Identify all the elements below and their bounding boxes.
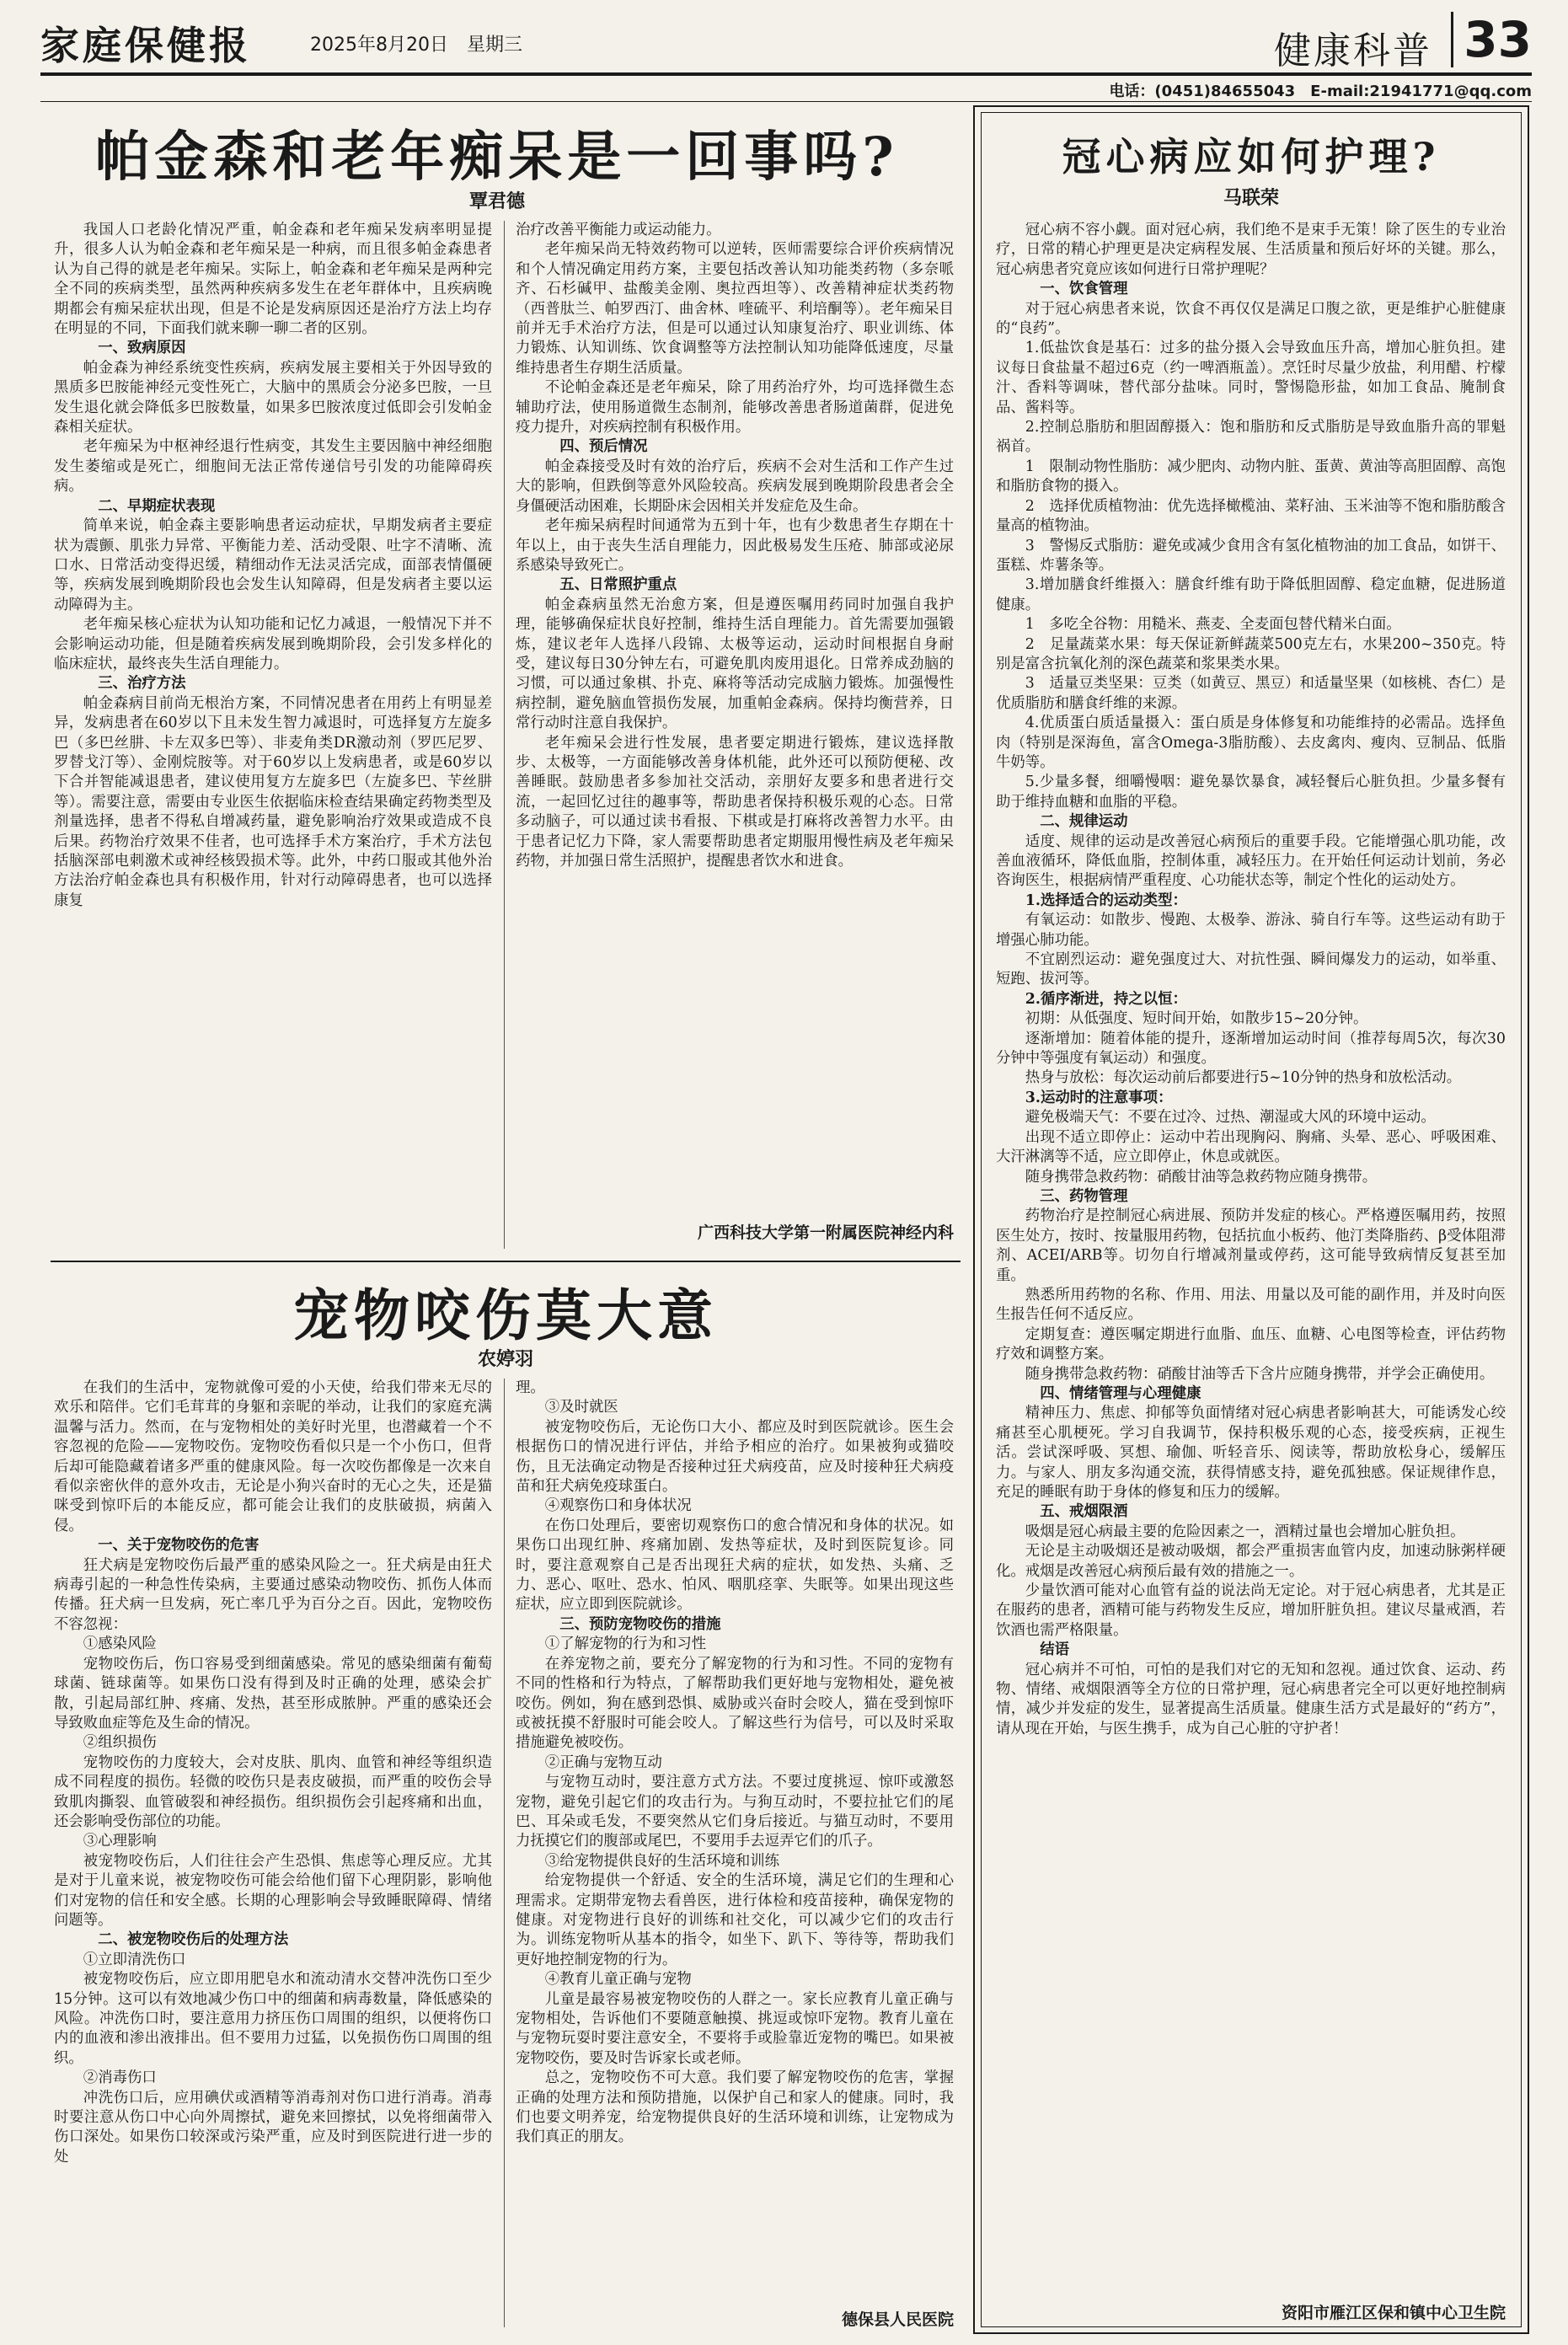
paragraph: 3 适量豆类坚果：豆类（如黄豆、黑豆）和适量坚果（如核桃、杏仁）是优质脂肪和膳食纤维的来源。 [996,675,1506,712]
section-heading: 五、戒烟限酒 [1040,1503,1128,1521]
paragraph: 1 限制动物性脂肪：减少肥肉、动物内脏、蛋黄、黄油等高胆固醇、高饱和脂肪食物的摄入。 [996,458,1506,495]
section-heading: 一、饮食管理 [1040,281,1128,298]
paragraph: ①感染风险 [83,1636,157,1653]
article2-column-2 [516,1379,954,2289]
paragraph: 2 足量蔬菜水果：每天保证新鲜蔬菜500克左右，水果200~350克。特别是富含抗氧化剂的深色蔬菜和浆果类水果。 [996,635,1506,672]
article1-org: 广西科技大学第一附属医院神经内科 [697,1223,954,1242]
paragraph: ④教育儿童正确与宠物 [544,1971,692,1989]
paragraph: 1.低盐饮食是基石：过多的盐分摄入会导致血压升高，增加心脏负担。建议每日食盐量不超过6克（约一啤酒瓶盖）。烹饪时尽量少放盐，利用醋、柠檬汁、香料等调味，替代部分盐味。同时，警惕隐形盐，如加工食品、腌制食品、酱料等。 [996,340,1506,416]
paragraph: 宠物咬伤后，伤口容易受到细菌感染。常见的感染细菌有葡萄球菌、链球菌等。如果伤口没有得到及时正确的处理，感染会扩散，引起局部红肿、疼痛、发热，甚至形成脓肿。严重的感染还会导致败血症等危及生命的情况。 [54,1655,492,1732]
paragraph: ①立即清洗伤口 [83,1951,186,1968]
paragraph: 老年痴呆会进行性发展，患者要定期进行锻炼，建议选择散步、太极等，一方面能够改善身体机能，此外还可以预防便秘、改善睡眠。鼓励患者多参加社交活动，亲朋好友要多和患者进行交流，一起回忆过往的趣事等，帮助患者保持积极乐观的心态。日常多动脑子，可以通过读书看报、下棋或是打麻将改善智力水平。由于患者记忆力下降，家人需要帮助患者定期服用慢性病及老年痴呆药物，并加强日常生活照护，提醒患者饮水和进食。 [516,734,954,870]
paragraph: 狂犬病是宠物咬伤后最严重的感染风险之一。狂犬病是由狂犬病毒引起的一种急性传染病，主要通过感染动物咬伤、抓伤人体而传播。狂犬病一旦发病，死亡率几乎为百分之百。因此，宠物咬伤不容忽视： [54,1556,492,1633]
paragraph: 5.少量多餐，细嚼慢咽：避免暴饮暴食，减轻餐后心脏负担。少量多餐有助于维持血糖和血脂的平稳。 [996,774,1506,811]
paragraph: 冲洗伤口后，应用碘伏或酒精等消毒剂对伤口进行消毒。消毒时要注意从伤口中心向外周擦拭，避免来回擦拭，以免将细菌带入伤口深处。如果伤口较深或污染严重，应及时到医院进行进一步的处 [54,2089,492,2166]
paragraph: 与宠物互动时，要注意方式方法。不要过度挑逗、惊吓或激怒宠物，避免引起它们的攻击行为。与狗互动时，不要拉扯它们的尾巴、耳朵或毛发，不要突然从它们身后接近。与猫互动时，不要用力抚摸它们的腹部或尾巴，不要用手去逗弄它们的爪子。 [516,1774,954,1850]
paragraph: 给宠物提供一个舒适、安全的生活环境，满足它们的生理和心理需求。定期带宠物去看兽医，进行体检和疫苗接种，确保宠物的健康。对宠物进行良好的训练和社交化，可以减少它们的攻击行为。训练宠物听从基本的指令，如坐下、趴下、等待等，帮助我们更好地控制宠物的行为。 [516,1872,954,1968]
paragraph: 热身与放松：每次运动前后都要进行5~10分钟的热身和放松活动。 [1025,1069,1462,1087]
article3-body [996,221,1506,2290]
paragraph: 少量饮酒可能对心血管有益的说法尚无定论。对于冠心病患者，尤其是正在服药的患者，酒精可能与药物发生反应，增加肝脏负担。建议尽量戒酒，若饮酒也需严格限量。 [996,1582,1506,1639]
section-heading: 二、被宠物咬伤后的处理方法 [98,1931,289,1949]
paragraph: ②消毒伤口 [83,2069,157,2087]
section-heading: 三、预防宠物咬伤的措施 [559,1615,721,1633]
paragraph: ②组织损伤 [83,1734,157,1752]
paragraph: 帕金森接受及时有效的治疗后，疾病不会对生活和工作产生过大的影响，但跌倒等意外风险较高。疾病发展到晚期阶段患者会全身僵硬活动困难，长期卧床会因相关并发症危及生命。 [516,458,954,515]
paragraph: 精神压力、焦虑、抑郁等负面情绪对冠心病患者影响甚大，可能诱发心绞痛甚至心肌梗死。学习自我调节，保持积极乐观的心态，接受疾病，正视生活。尝试深呼吸、冥想、瑜伽、听轻音乐、阅读等，帮助放松身心，缓解压力。与家人、朋友多沟通交流，获得情感支持，避免孤独感。保证规律作息，充足的睡眠有助于身体的修复和压力的缓解。 [996,1405,1506,1501]
section-heading: 二、早期症状表现 [98,497,216,515]
paragraph: 3.运动时的注意事项： [1025,1089,1173,1106]
paragraph: 在伤口处理后，要密切观察伤口的愈合情况和身体的状况。如果伤口出现红肿、疼痛加剧、发热等症状，及时到医院复诊。同时，要注意观察自己是否出现狂犬病的症状，如发热、头痛、乏力、恶心、呕吐、恐水、怕风、咽肌痉挛、失眠等。如果出现这些症状，应立即到医院就诊。 [516,1517,954,1614]
paragraph: 随身携带急救药物：硝酸甘油等舌下含片应随身携带，并学会正确使用。 [1025,1365,1495,1383]
paragraph: 帕金森病虽然无治愈方案，但是遵医嘱用药同时加强自我护理，能够确保症状良好控制，维持生活自理能力。首先需要加强锻炼，建议老年人选择八段锦、太极等运动，运动时间根据自身耐受，建议每日30分钟左右，可避免肌肉废用退化。日常养成劲脑的习惯，可以通过象棋、扑克、麻将等活动完成脑力锻炼。加强慢性病控制，避免脑血管损伤发展，加重帕金森病。保持均衡营养，日常行动时注意自我保护。 [516,596,954,732]
column-divider [504,1379,505,2327]
masthead [40,12,1532,71]
paragraph: 初期：从低强度、短时间开始，如散步15~20分钟。 [1025,1010,1368,1028]
paragraph: 定期复查：遵医嘱定期进行血脂、血压、血糖、心电图等检查，评估药物疗效和调整方案。 [996,1325,1506,1363]
section-heading: 一、关于宠物咬伤的危害 [98,1537,260,1555]
article3-author: 马联荣 [1223,188,1279,209]
paragraph: 冠心病并不可怕，可怕的是我们对它的无知和忽视。通过饮食、运动、药物、情绪、戒烟限酒等全方位的日常护理，冠心病患者完全可以更好地控制病情，减少并发症的发生，显著提高生活质量。健康生活方式是最好的“药方”，请从现在开始，与医生携手，成为自己心脏的守护者！ [996,1661,1506,1737]
paragraph: 2 选择优质植物油：优先选择橄榄油、菜籽油、玉米油等不饱和脂肪酸含量高的植物油。 [996,497,1506,535]
paragraph: 总之，宠物咬伤不可大意。我们要了解宠物咬伤的危害，掌握正确的处理方法和预防措施，以保护自己和家人的健康。同时，我们也要文明养宠，给宠物提供良好的生活环境和训练，让宠物成为我们真正的朋友。 [516,2069,954,2146]
section-heading: 四、预后情况 [559,438,648,456]
article2-org: 德保县人民医院 [841,2310,954,2329]
paragraph: 冠心病不容小觑。面对冠心病，我们绝不是束手无策！除了医生的专业治疗，日常的精心护理更是决定病程发展、生活质量和预后好坏的关键。那么，冠心病患者究竟应该如何进行日常护理呢？ [996,222,1506,278]
paragraph: 老年痴呆核心症状为认知功能和记忆力减退，一般情况下并不会影响运动功能，但是随着疾病发展到晚期阶段，会引发多样化的临床症状，最终丧失生活自理能力。 [54,616,492,672]
paragraph: 儿童是最容易被宠物咬伤的人群之一。家长应教育儿童正确与宠物相处，告诉他们不要随意触摸、挑逗或惊吓宠物。教育儿童在与宠物玩耍时要注意安全，不要将手或脸靠近宠物的嘴巴。如果被宠物咬伤，要及时告诉家长或老师。 [516,1990,954,2067]
paragraph: 老年痴呆尚无特效药物可以逆转，医师需要综合评价疾病情况和个人情况确定用药方案，主要包括改善认知功能类药物（多奈哌齐、石杉碱甲、盐酸美金刚、奥拉西坦等）、改善精神症状类药物（西普肽兰、帕罗西汀、曲舍林、喹硫平、利培酮等）。老年痴呆目前并无手术治疗方法，但是可以通过认知康复治疗、职业训练、体力锻炼、认知训练、饮食调整等方法控制认知功能降低速度，尽量维持患者生存期生活质量。 [516,241,954,377]
paragraph: 宠物咬伤的力度较大，会对皮肤、肌肉、血管和神经等组织造成不同程度的损伤。轻微的咬伤只是表皮破损，而严重的咬伤会导致肌肉撕裂、血管破裂和神经损伤。组织损伤会引起疼痛和出血，还会影响受伤部位的功能。 [54,1753,492,1830]
paragraph: ④观察伤口和身体状况 [544,1497,692,1515]
paragraph: 不宜剧烈运动：避免强度过大、对抗性强、瞬间爆发力的运动，如举重、短跑、拔河等。 [996,951,1506,988]
article2-column-1 [54,1379,492,2329]
article3-title: 冠心病应如何护理? [1062,134,1441,179]
paragraph: 在我们的生活中，宠物就像可爱的小天使，给我们带来无尽的欢乐和陪伴。它们毛茸茸的身躯和亲昵的举动，让我们的家庭充满温馨与活力。然而，在与宠物相处的美好时光里，也潜藏着一个不容忽视的危险——宠物咬伤。宠物咬伤看似只是一个小伤口，但背后却可能隐藏着诸多严重的健康风险。每一次咬伤都像是一次来自看似亲密伙伴的意外攻击，无论是小狗兴奋时的无心之失，还是猫咪受到惊吓后的本能反应，都可能会让我们的皮肤破损，病菌入侵。 [54,1379,492,1534]
paragraph: 被宠物咬伤后，无论伤口大小、都应及时到医院就诊。医生会根据伤口的情况进行评估，并给予相应的治疗。如果被狗或猫咬伤，且无法确定动物是否接种过狂犬病疫苗，应及时接种狂犬病疫苗和狂犬病免疫球蛋白。 [516,1418,954,1496]
paragraph: 逐渐增加：随着体能的提升，逐渐增加运动时间（推荐每周5次，每次30分钟中等强度有氧运动）和强度。 [996,1030,1506,1068]
paragraph: 无论是主动吸烟还是被动吸烟，都会严重损害血管内皮，加速动脉粥样硬化。戒烟是改善冠心病预后最有效的措施之一。 [996,1543,1506,1580]
paragraph: 3.增加膳食纤维摄入：膳食纤维有助于降低胆固醇、稳定血糖，促进肠道健康。 [996,576,1506,613]
paragraph: 老年痴呆病程时间通常为五到十年，也有少数患者生存期在十年以上，由于丧失生活自理能力，因此极易发生压疮、肺部或泌尿系感染导致死亡。 [516,517,954,574]
paragraph: 简单来说，帕金森主要影响患者运动症状，早期发病者主要症状为震颤、肌张力异常、平衡能力差、活动受限、吐字不清晰、流口水、日常活动变得迟缓，精细动作无法灵活完成，面部表情僵硬等，疾病发展到晚期阶段也会发生认知障碍，但是发病者主要以运动障碍为主。 [54,517,492,613]
paragraph: 帕金森病目前尚无根治方案，不同情况患者在用药上有明显差异，发病患者在60岁以下且未发生智力减退时，可选择复方左旋多巴（多巴丝肼、卡左双多巴等）、非麦角类DR激动剂（罗匹尼罗、罗替戈汀等）、金刚烷胺等。对于60岁以上发病患者，或是60岁以下合并智能减退患者，建议使用复方左旋多巴（左旋多巴、苄丝肼等）。需要注意，需要由专业医生依据临床检查结果确定药物类型及剂量选择，患者不得私自增减药量，避免影响治疗效果或造成不良后果。药物治疗效果不佳者，也可选择手术方案治疗，手术方法包括脑深部电刺激术或神经核毁损术等。此外，中药口服或其他外治方法治疗帕金森也具有积极作用，针对行动障碍患者，也可以选择康复 [54,694,492,909]
paragraph: 吸烟是冠心病最主要的危险因素之一，酒精过量也会增加心脏负担。 [1025,1523,1465,1540]
contact-rule [40,101,1532,102]
paragraph: 被宠物咬伤后，应立即用肥皂水和流动清水交替冲洗伤口至少15分钟。这可以有效地减少伤口中的细菌和病毒数量，降低感染的风险。冲洗伤口时，要注意用力挤压伤口周围的组织，以便将伤口内的血液和渗出液排出。但不要用力过猛，以免损伤伤口周围的组织。 [54,1971,492,2067]
contact-info: 电话：(0451)84655043 E-mail:21941771@qq.com [1109,83,1532,100]
article3-org: 资阳市雁江区保和镇中心卫生院 [1281,2304,1506,2322]
article2-author: 农婷羽 [477,1349,533,1370]
section-title: 健康科普 [1274,29,1432,72]
paragraph: 2.循序渐进，持之以恒： [1025,990,1187,1008]
paragraph: 帕金森为神经系统变性疾病，疾病发展主要相关于外因导致的黑质多巴胺能神经元变性死亡，大脑中的黑质会分泌多巴胺，一旦发生退化就会降低多巴胺数量，如果多巴胺浓度过低即会引发帕金森相关症状。 [54,359,492,436]
paragraph: 2.控制总脂肪和胆固醇摄入：饱和脂肪和反式脂肪是导致血脂升高的罪魁祸首。 [996,419,1506,456]
paragraph: ③心理影响 [83,1833,157,1850]
paragraph: 在养宠物之前，要充分了解宠物的行为和习性。不同的宠物有不同的性格和行为特点，了解帮助我们更好地与宠物相处，避免被咬伤。例如，狗在感到恐惧、威胁或兴奋时会咬人，猫在受到惊吓或被抚摸不舒服时可能会咬人。了解这些行为信号，可以及时采取措施避免被咬伤。 [516,1655,954,1752]
paper-name: 家庭保健报 [40,23,251,68]
paragraph: 药物治疗是控制冠心病进展、预防并发症的核心。严格遵医嘱用药，按照医生处方，按时、按量服用药物，包括抗血小板药、他汀类降脂药、β受体阻滞剂、ACEI/ARB等。切勿自行增减剂量或停药，这可能导致病情反复甚至加重。 [996,1207,1506,1284]
paragraph: 老年痴呆为中枢神经退行性病变，其发生主要因脑中神经细胞发生萎缩或是死亡，细胞间无法正常传递信号引发的功能障碍疾病。 [54,438,492,495]
paragraph: ②正确与宠物互动 [544,1753,662,1771]
column-divider [504,221,505,1249]
article2-title: 宠物咬伤莫大意 [293,1282,718,1348]
article1-title: 帕金森和老年痴呆是一回事吗? [95,126,899,189]
section-heading: 四、情绪管理与心理健康 [1040,1384,1201,1402]
masthead-rule [40,72,1532,76]
paragraph: 1 多吃全谷物：用糙米、燕麦、全麦面包替代精米白面。 [1025,616,1401,634]
article1-column-1 [54,221,492,1250]
paragraph: 被宠物咬伤后，人们往往会产生恐惧、焦虑等心理反应。尤其是对于儿童来说，被宠物咬伤可能会给他们留下心理阴影，影响他们对宠物的信任和安全感。长期的心理影响会导致睡眠障碍、情绪问题等。 [54,1852,492,1929]
paragraph: 1.选择适合的运动类型： [1025,891,1187,909]
paragraph: ③给宠物提供良好的生活环境和训练 [544,1852,780,1870]
section-heading: 二、规律运动 [1040,813,1128,831]
paragraph: 理。 [516,1379,545,1396]
article1-author: 覃君德 [468,191,525,212]
section-heading: 结语 [1040,1641,1069,1659]
article-separator [51,1261,961,1262]
page-number: 33 [1451,12,1532,67]
paragraph: 治疗改善平衡能力或运动能力。 [516,222,721,238]
article1-column-2 [516,221,954,1191]
paragraph: 我国人口老龄化情况严重，帕金森和老年痴呆发病率明显提升，很多人认为帕金森和老年痴呆是一种病，而且很多帕金森患者认为自己得的就是老年痴呆。实际上，帕金森和老年痴呆是两种完全不同的疾病类型，虽然两种疾病多发生在老年群体中，且疾病晚期都会有痴呆症状出现，但是不论是发病原因还是治疗方法上均存在明显的不同，下面我们就来聊一聊二者的区别。 [54,222,492,338]
paragraph: 3 警惕反式脂肪：避免或减少食用含有氢化植物油的加工食品，如饼干、蛋糕、炸薯条等。 [996,537,1506,574]
paragraph: 对于冠心病患者来说，饮食不再仅仅是满足口腹之欲，更是维护心脏健康的“良药”。 [996,300,1506,338]
paragraph: 有氧运动：如散步、慢跑、太极拳、游泳、骑自行车等。这些运动有助于增强心肺功能。 [996,912,1506,949]
paragraph: 不论帕金森还是老年痴呆，除了用药治疗外，均可选择微生态辅助疗法，使用肠道微生态制剂，能够改善患者肠道菌群，促进免疫力提升，对疾病控制有积极作用。 [516,379,954,436]
section-heading: 一、致病原因 [98,340,186,357]
issue-date: 2025年8月20日 星期三 [310,35,522,56]
paragraph: 熟悉所用药物的名称、作用、用法、用量以及可能的副作用，并及时向医生报告任何不适反应。 [996,1286,1506,1324]
section-heading: 五、日常照护重点 [559,576,677,594]
section-heading: 三、治疗方法 [98,675,186,693]
paragraph: ③及时就医 [544,1399,618,1416]
paragraph: 出现不适立即停止：运动中若出现胸闷、胸痛、头晕、恶心、呼吸困难、大汗淋漓等不适，应立即停止，休息或就医。 [996,1128,1506,1166]
paragraph: 随身携带急救药物：硝酸甘油等急救药物应随身携带。 [1025,1168,1378,1186]
section-heading: 三、药物管理 [1040,1187,1128,1205]
paragraph: 4.优质蛋白质适量摄入：蛋白质是身体修复和功能维持的必需品。选择鱼肉（特别是深海鱼，富含Omega-3脂肪酸）、去皮禽肉、瘦肉、豆制品、低脂牛奶等。 [996,715,1506,771]
paragraph: ①了解宠物的行为和习性 [544,1636,707,1653]
paragraph: 适度、规律的运动是改善冠心病预后的重要手段。它能增强心肌功能，改善血液循环，降低血脂，控制体重，减轻压力。在开始任何运动计划前，务必咨询医生，根据病情严重程度、心功能状态等，制定个性化的运动处方。 [996,833,1506,890]
paragraph: 避免极端天气：不要在过冷、过热、潮湿或大风的环境中运动。 [1025,1109,1436,1127]
